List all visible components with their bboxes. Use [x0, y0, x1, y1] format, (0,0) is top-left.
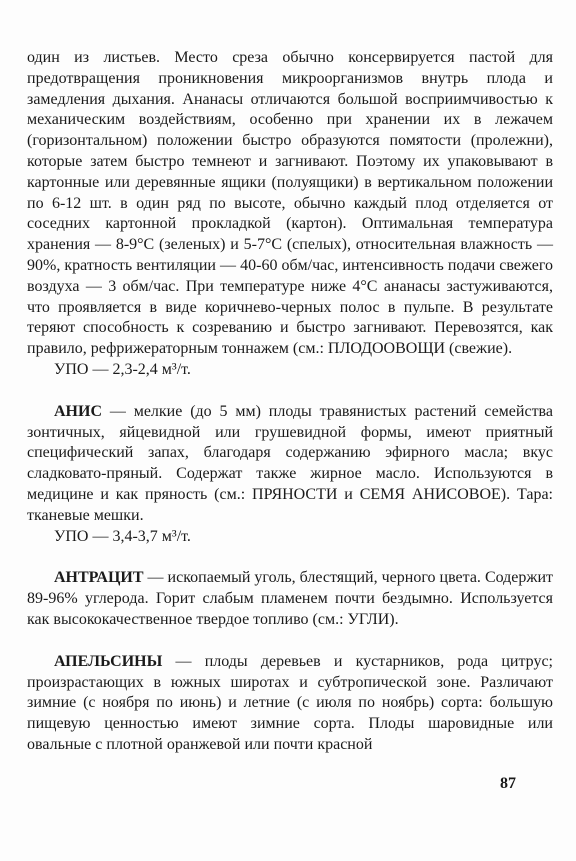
spacer	[27, 631, 553, 652]
page-number: 87	[500, 775, 516, 792]
upo-pineapple: УПО — 2,3-2,4 м³/т.	[54, 360, 191, 378]
body-anise: — мелкие (до 5 мм) плоды травянистых растений семейства зонтичных, яйцевидной или грушевидной формы, имеют приятный специфический запах, благодаря содержанию эфирного масла; вкус сладковато-пряный. Содержат также жирное масло. Используются в медицине и как пряность (см.: ПРЯНОСТИ и СЕМЯ АНИСОВОЕ). Тара: тканевые мешки.	[27, 402, 553, 524]
body-oranges: — плоды деревьев и кустарников, рода цитрус; произрастающих в южных широтах и субтропической зоне. Различают зимние (с ноября по июнь) и летние (с июля по ноябрь) сорта: большую пищевую ценностью имеют зимние сорта. Плоды шаровидные или овальные с плотной оранжевой или почти красной	[27, 652, 553, 753]
page-text	[27, 48, 553, 756]
term-oranges: АПЕЛЬСИНЫ	[54, 652, 163, 670]
paragraph-pineapple-continued: один из листьев. Место среза обычно консервируется пастой для предотвращения проникновения микроорганизмов внутрь плода и замедления дыхания. Ананасы отличаются большой восприимчивостью к механическим воздействиям, особенно при хранении их в лежачем (горизонтальном) положении быстро образуются помятости (пролежни), которые затем быстро темнеют и загнивают. Поэтому их упаковывают в картонные или деревянные ящики (полуящики) в вертикальном положении по 6-12 шт. в один ряд по высоте, обычно каждый плод отделяется от соседних картонной прокладкой (картон). Оптимальная температура хранения — 8-9°С (зеленых) и 5-7°С (спелых), относительная влажность — 90%, кратность вентиляции — 40-60 обм/час, интенсивность подачи свежего воздуха — 3 обм/час. При температуре ниже 4°С ананасы застуживаются, что проявляется в виде коричнево-черных полос в пульпе. В результате теряют способность к созреванию и быстро загнивают. Перевозятся, как правило, рефрижераторным тоннажем (см.: ПЛОДООВОЩИ (свежие).	[27, 49, 553, 358]
entry-anise	[27, 402, 553, 527]
entry-oranges	[27, 652, 553, 756]
term-anise: АНИС	[54, 402, 102, 420]
term-anthracite: АНТРАЦИТ	[54, 569, 144, 587]
entry-anthracite	[27, 568, 553, 630]
spacer	[27, 381, 553, 402]
spacer	[27, 547, 553, 568]
body-anthracite: — ископаемый уголь, блестящий, черного цвета. Содержит 89-96% углерода. Горит слабым пламенем почти бездымно. Используется как высококачественное твердое топливо (см.: УГЛИ).	[27, 569, 553, 628]
upo-anise: УПО — 3,4-3,7 м³/т.	[54, 527, 191, 545]
